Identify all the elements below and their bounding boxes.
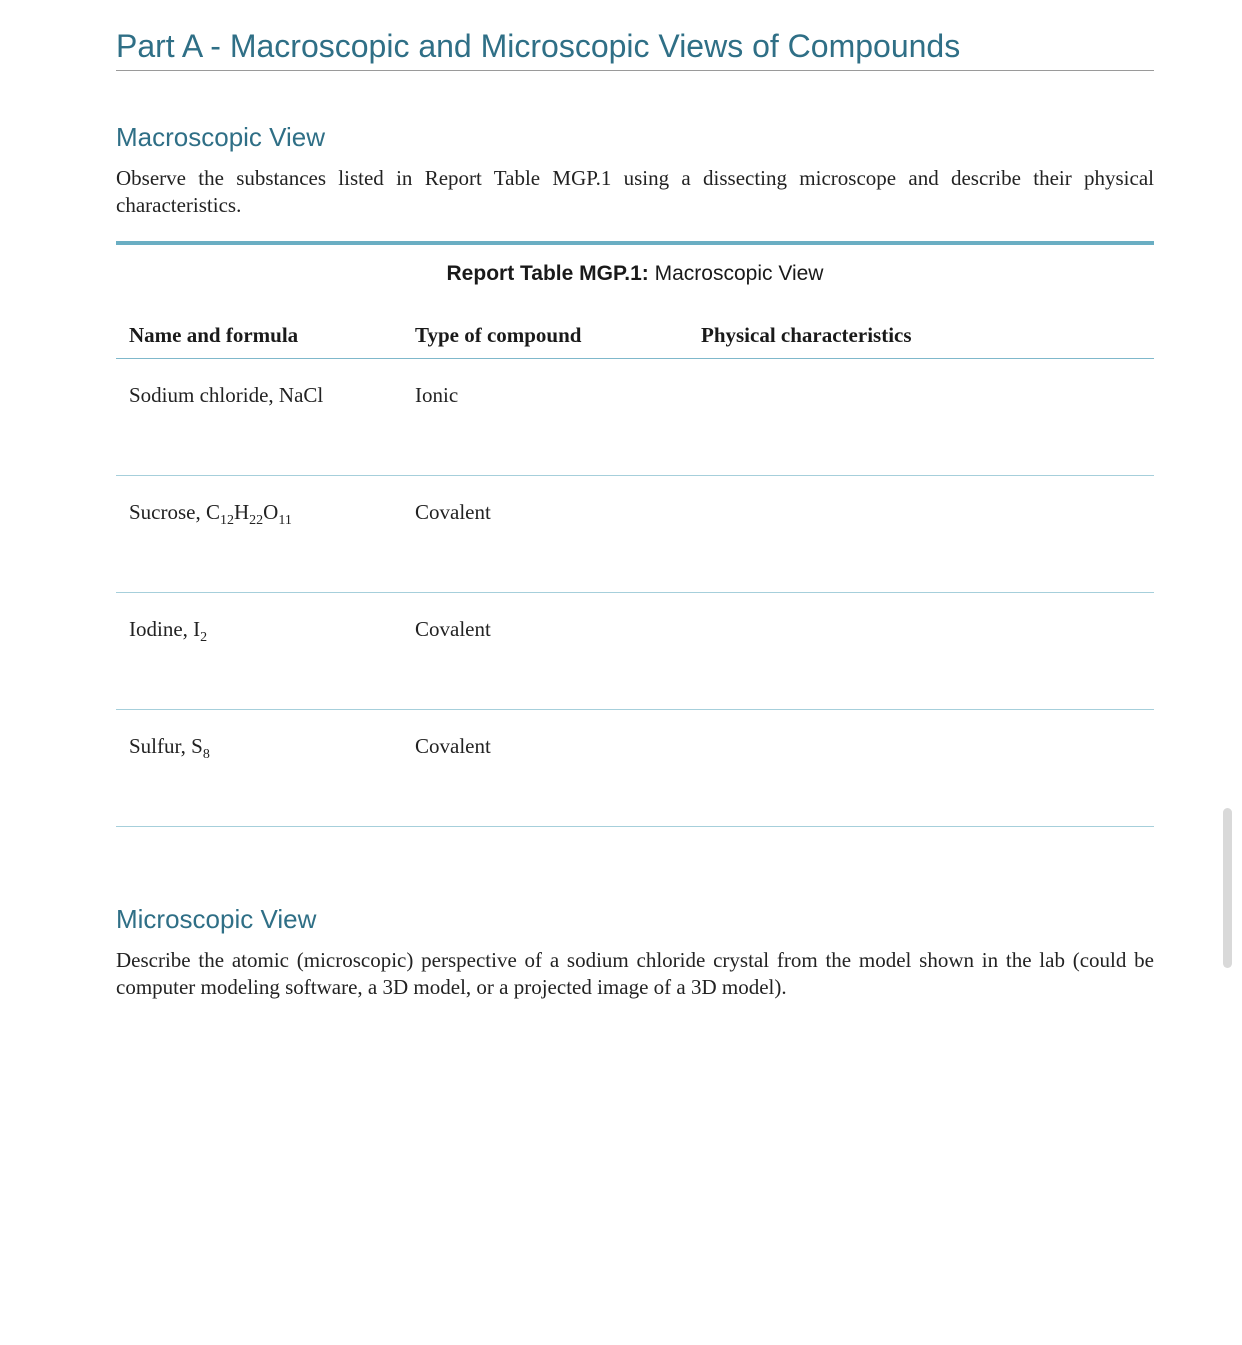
table-row (116, 593, 1154, 710)
cell-physical-characteristics[interactable] (688, 476, 1154, 593)
table-body (116, 359, 1154, 827)
table-row (116, 476, 1154, 593)
table-caption-label: Report Table MGP.1: (446, 262, 649, 285)
table-row (116, 359, 1154, 476)
cell-name-and-formula: Sucrose, $C_{12}H_{22}O_{11}$ (116, 476, 402, 593)
macroscopic-view-heading: Macroscopic View (116, 122, 326, 152)
page-title: Part A - Macroscopic and Microscopic Views of Compounds (116, 0, 1154, 71)
header-type-of-compound: Type of compound (402, 323, 688, 359)
cell-type-of-compound: Covalent (402, 593, 688, 710)
vertical-scrollbar[interactable] (1223, 808, 1232, 968)
document-page (116, 0, 1154, 1001)
report-table (116, 323, 1154, 827)
table-caption-title: Macroscopic View (648, 262, 824, 285)
cell-physical-characteristics[interactable] (688, 710, 1154, 827)
cell-physical-characteristics[interactable] (688, 593, 1154, 710)
table-row (116, 710, 1154, 827)
cell-type-of-compound: Ionic (402, 359, 688, 476)
macroscopic-view-instructions: Observe the substances listed in Report Table MGP.1 using a dissecting microscope and describe their physical characteristics. (116, 166, 1154, 217)
table-header-row (116, 323, 1154, 359)
cell-name-and-formula: Sulfur, $S_8$ (116, 710, 402, 827)
cell-physical-characteristics[interactable] (688, 359, 1154, 476)
cell-type-of-compound: Covalent (402, 710, 688, 827)
table-caption (116, 245, 1154, 287)
header-name-and-formula: Name and formula (116, 323, 402, 359)
cell-type-of-compound: Covalent (402, 476, 688, 593)
cell-name-and-formula: Sodium chloride, NaCl (116, 359, 402, 476)
microscopic-view-heading: Microscopic View (116, 904, 317, 934)
cell-name-and-formula: Iodine, $I_2$ (116, 593, 402, 710)
header-physical-characteristics: Physical characteristics (688, 323, 1154, 359)
microscopic-view-instructions: Describe the atomic (microscopic) perspective of a sodium chloride crystal from the model shown in the lab (could be computer modeling software, a 3D model, or a projected image of a 3D model). (116, 948, 1154, 999)
report-table-container (116, 241, 1154, 827)
